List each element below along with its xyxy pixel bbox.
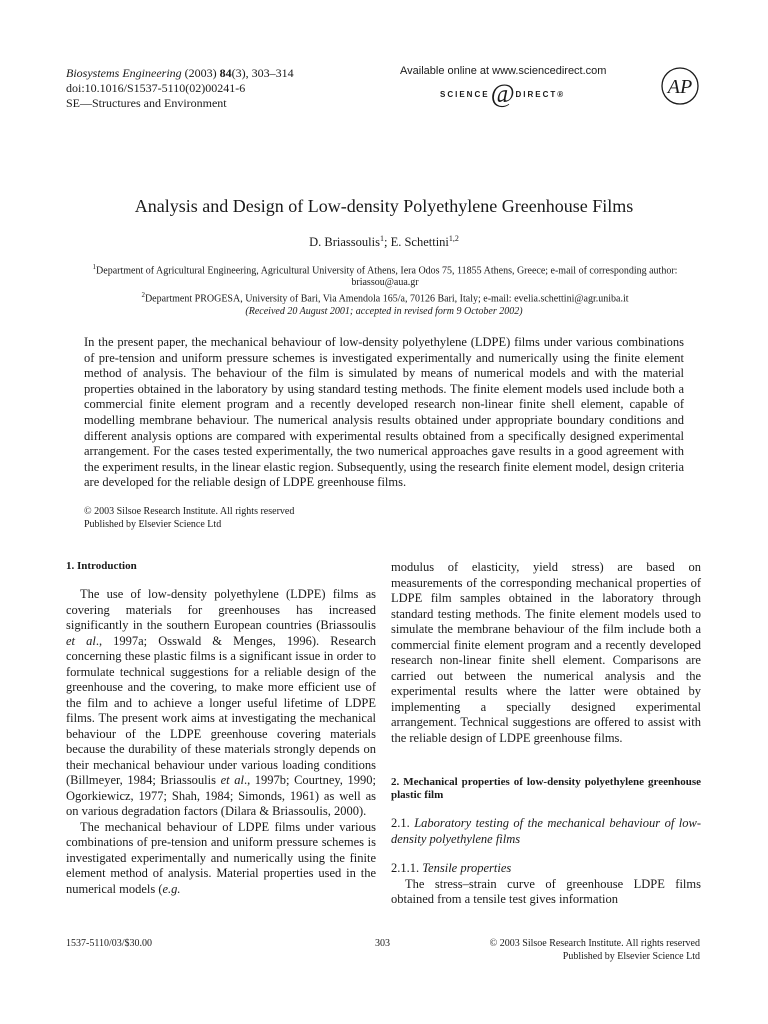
doi: doi:10.1016/S1537-5110(02)00241-6 — [66, 81, 246, 95]
journal-year: (2003) — [184, 66, 220, 80]
journal-name: Biosystems Engineering — [66, 66, 182, 80]
intro-p1-part-a: The use of low-density polyethylene (LDPE) films as covering materials for greenhouses has increased significantly in the southern European countries (Briassoulis — [66, 587, 376, 632]
abstract: In the present paper, the mechanical behaviour of low-density polyethylene (LDPE) films under various combinations of pre-tension and uniform pressure schemes is investigated experimentally and numerically using the finite element method of analysis. The behaviour of the film is simulated by means of numerical models and with the material properties obtained in the laboratory by using standard testing methods. The finite element models used include both a commercial finite element program and a recently developed research non-linear finite shell element, capable of modelling membrane behaviour. The numerical analysis results obtained under appropriate boundary conditions and different analysis options are compared with experimental results obtained from a specifically designed experimental arrangement. For the cases tested experimentally, the two numerical approaches gave results in a good agreement with the experiment results, in the linear elastic region. Subsequently, using the research finite element model, design criteria are developed for the reliable design of LDPE greenhouse films. — [84, 335, 684, 490]
intro-p1-part-c: ., 1997b; Courtney, 1990; Ogorkiewicz, 1977; Shah, 1984; Simonds, 1961) as well as on various degradation factors (Dilara & Briassoulis, 2000). — [66, 773, 376, 818]
affiliation-1 — [70, 261, 700, 289]
intro-paragraph-2 — [66, 820, 376, 898]
affiliations — [70, 261, 700, 306]
ap-logo-icon — [660, 66, 700, 106]
author-1: D. Briassoulis — [309, 235, 380, 250]
intro-p2-part-a: The mechanical behaviour of LDPE films under various combinations of pre-tension and uniform pressure schemes is investigated experimentally and numerically using the finite element method of analysis. Material properties used in the numerical models ( — [66, 819, 376, 896]
section-1-heading: 1. Introduction — [66, 560, 137, 572]
available-online-text: Available online at www.sciencedirect.com — [400, 65, 607, 77]
received-dates: (Received 20 August 2001; accepted in revised form 9 October 2002) — [245, 306, 523, 317]
subsection-2-1 — [391, 816, 701, 847]
intro-paragraph-1 — [66, 587, 376, 820]
affiliation-2-marker: 2 — [141, 291, 145, 300]
right-column — [391, 560, 701, 908]
sciencedirect-logo — [440, 79, 630, 108]
sciencedirect-logo-left: SCIENCE — [440, 89, 490, 99]
intro-p2-eg: e.g. — [162, 881, 181, 896]
footer-rights — [440, 938, 700, 963]
author-2: E. Schettini — [390, 235, 449, 250]
intro-continuation: modulus of elasticity, yield stress) are based on measurements of the corresponding mechanical properties of LDPE film samples obtained in the laboratory through standard testing methods. The finite element models used to simulate the membrane behaviour of the film include both a commercial finite element program and a recently developed research non-linear finite shell element. Comparisons are carried out between the numerical analysis and the experimental results where the latter were obtained by implementing a specially designed experimental arrangement. Technical suggestions are offered to assist with the reliable design of LDPE greenhouse films. — [391, 560, 701, 745]
subsection-2-1-1-title: Tensile properties — [422, 861, 512, 875]
journal-citation — [66, 66, 294, 111]
author-separator: ; — [383, 235, 391, 250]
publisher-logo — [660, 66, 700, 106]
affiliation-2 — [70, 289, 700, 305]
footer-issn: 1537-5110/03/$30.00 — [66, 938, 153, 949]
sciencedirect-logo-right: DIRECT® — [515, 89, 566, 99]
section-2-heading: 2. Mechanical properties of low-density polyethylene greenhouse plastic film — [391, 776, 701, 801]
author-list — [0, 234, 768, 250]
sciencedirect-banner — [400, 64, 630, 108]
affiliation-2-text: Department PROGESA, University of Bari, Via Amendola 165/a, 70126 Bari, Italy; e-mail: evelia.schettini@agr.uniba.it — [144, 293, 629, 305]
subsection-2-1-number: 2.1. — [391, 816, 415, 830]
published-line: Published by Elsevier Science Ltd — [84, 518, 222, 530]
footer-copyright: © 2003 Silsoe Research Institute. All rights reserved — [489, 938, 700, 949]
publisher-logo-text: AP — [667, 76, 693, 98]
intro-p1-etal-1: et al — [66, 633, 96, 648]
page-number: 303 — [375, 938, 390, 949]
sciencedirect-at-icon: @ — [490, 79, 515, 108]
left-column — [66, 560, 376, 897]
intro-p1-etal-2: et al — [220, 773, 244, 787]
author-1-affil: 1 — [379, 234, 384, 243]
journal-volume: 84 — [219, 66, 232, 80]
intro-p1-part-b: ., 1997a; Osswald & Menges, 1996). Research concerning these plastic films is a significant issue in order to formulate technical suggestions for a reliable design of the greenhouse and the covering, to make more efficient use of the film and to achieve a longer useful lifetime of LDPE films. The present work aims at investigating the mechanical behaviour of the LDPE greenhouse covering materials because the durability of these materials strongly depends on their mechanical behaviour under various loading conditions (Billmeyer, 1984; Briassoulis — [66, 633, 377, 787]
paper-title: Analysis and Design of Low-density Polyethylene Greenhouse Films — [134, 196, 634, 216]
journal-issue-pages: (3), 303–314 — [231, 66, 294, 80]
subsection-2-1-1-number: 2.1.1. — [391, 861, 423, 875]
affiliation-1-text: Department of Agricultural Engineering, Agricultural University of Athens, Iera Odos 75, 11855 Athens, Greece; e-mail of corresponding author: briassou@aua.gr — [96, 265, 678, 289]
abstract-copyright — [84, 506, 294, 531]
footer-publisher: Published by Elsevier Science Ltd — [562, 950, 700, 962]
section-label: SE—Structures and Environment — [66, 96, 227, 110]
copyright-line: © 2003 Silsoe Research Institute. All rights reserved — [84, 506, 295, 517]
journal-line — [66, 66, 294, 81]
subsection-2-1-1 — [391, 861, 701, 877]
affiliation-1-marker: 1 — [92, 263, 97, 271]
author-2-affil: 1,2 — [448, 234, 459, 243]
tensile-paragraph: The stress–strain curve of greenhouse LDPE films obtained from a tensile test gives information — [391, 876, 701, 906]
subsection-2-1-title: Laboratory testing of the mechanical behaviour of low-density polyethylene films — [391, 816, 701, 846]
